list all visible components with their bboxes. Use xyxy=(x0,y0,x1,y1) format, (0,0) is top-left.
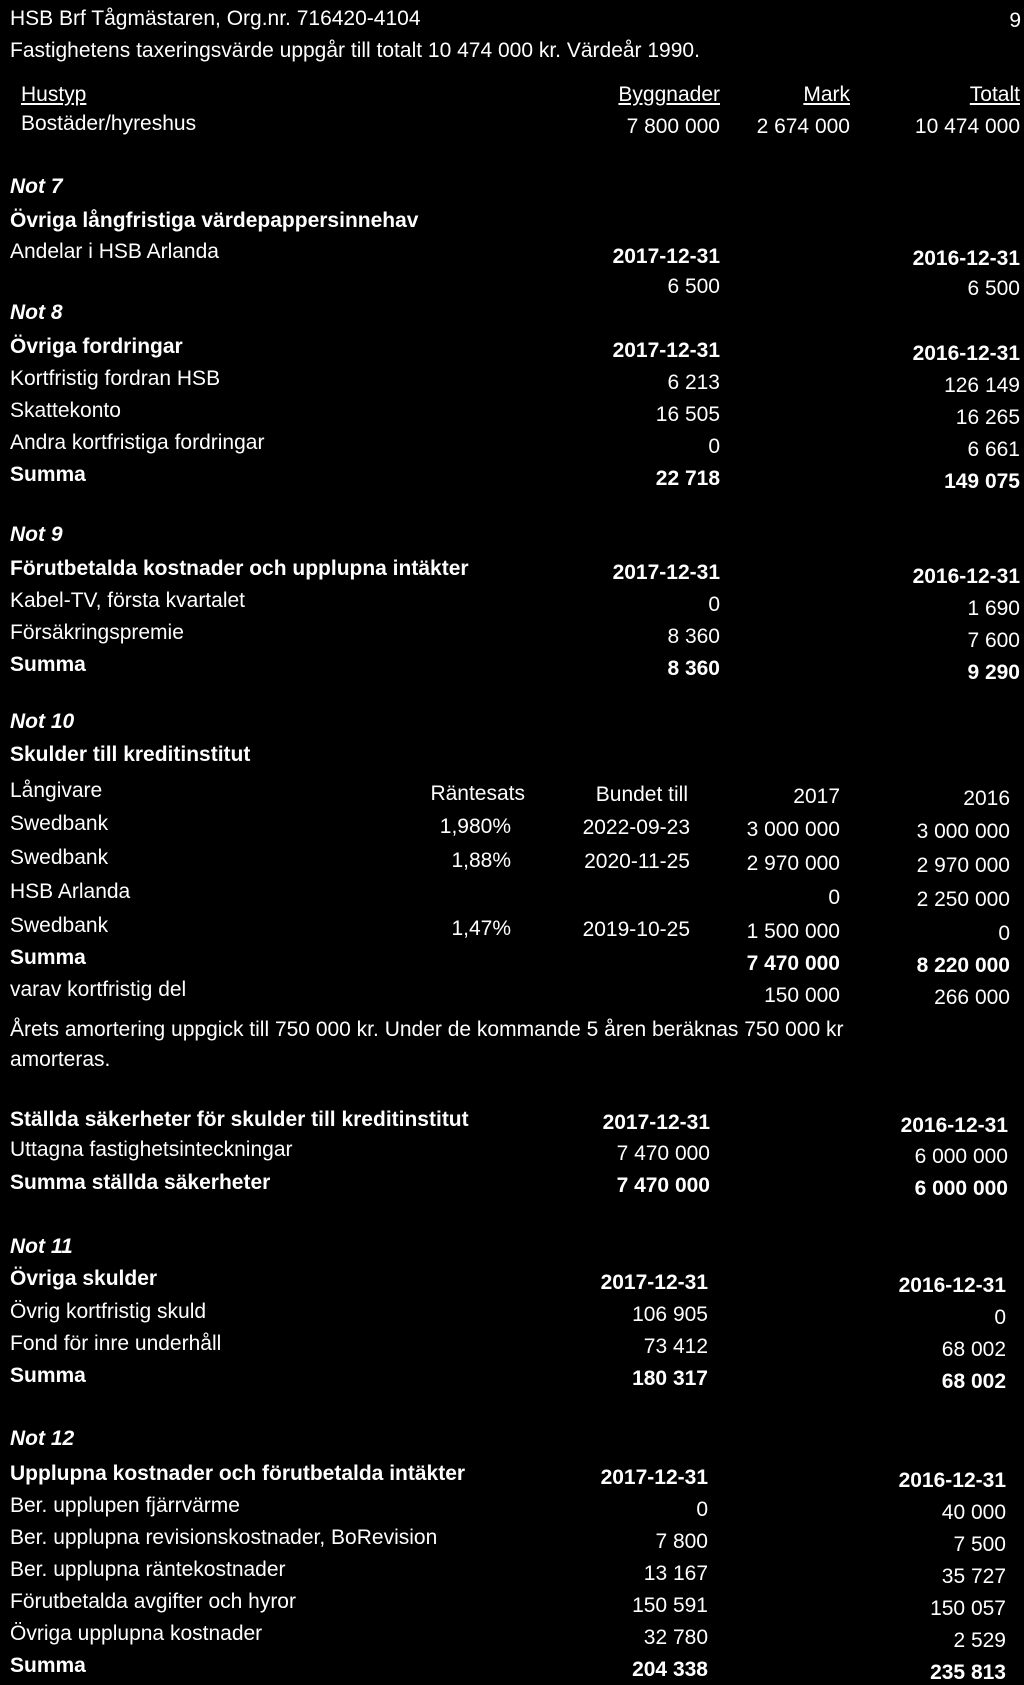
note-7-title: Övriga långfristiga värdepappersinnehav xyxy=(10,209,419,232)
table-cell-2016: 3 000 000 xyxy=(916,820,1010,843)
table-cell-bound: 2022-09-23 xyxy=(582,816,690,839)
note-11-col-2017: 2017-12-31 xyxy=(600,1271,708,1294)
note-12-col-2017: 2017-12-31 xyxy=(600,1466,708,1489)
column-header-2016: 2016 xyxy=(963,787,1010,810)
note-9-sum-label: Summa xyxy=(10,653,86,676)
table-cell-2016: 16 265 xyxy=(955,406,1020,429)
note-10-sum-2017: 7 470 000 xyxy=(746,952,840,975)
table-row-lender: Swedbank xyxy=(10,914,109,937)
note-10-sum-2016: 8 220 000 xyxy=(916,954,1010,977)
pledged-row-label: Uttagna fastighetsinteckningar xyxy=(10,1138,293,1161)
table-row-lender: Swedbank xyxy=(10,812,109,835)
note-8-sum-2016: 149 075 xyxy=(944,470,1020,493)
table-cell-2017: 16 505 xyxy=(655,403,720,426)
column-header-byggnader: Byggnader xyxy=(618,83,720,106)
organization-name: HSB Brf Tågmästaren, Org.nr. 716420-4104 xyxy=(10,7,421,30)
note-10-heading: Not 10 xyxy=(10,710,75,733)
note-8-col-2017: 2017-12-31 xyxy=(612,339,720,362)
table-cell-rate: 1,980% xyxy=(439,815,511,838)
pledged-row-2016: 6 000 000 xyxy=(914,1145,1008,1168)
note-10-short-term-2017: 150 000 xyxy=(764,984,840,1007)
table-cell-2017: 13 167 xyxy=(643,1562,708,1585)
table-cell-bound: 2020-11-25 xyxy=(584,850,690,873)
table-cell-2016: 2 529 xyxy=(953,1629,1006,1652)
table-row-label: Andra kortfristiga fordringar xyxy=(10,431,265,454)
note-10-short-term-label: varav kortfristig del xyxy=(10,978,187,1001)
table-row-label: Förutbetalda avgifter och hyror xyxy=(10,1590,296,1613)
table-cell-2016: 2 250 000 xyxy=(916,888,1010,911)
table-row-lender: Swedbank xyxy=(10,846,109,869)
table-cell-2017: 7 800 xyxy=(655,1530,708,1553)
table-cell-2016: 40 000 xyxy=(941,1501,1006,1524)
table-row-label: Ber. upplupna revisionskostnader, BoRevision xyxy=(10,1526,438,1549)
note-7-value-2017: 6 500 xyxy=(667,275,720,298)
note-7-col-2017: 2017-12-31 xyxy=(612,245,720,268)
table-cell-2017: 3 000 000 xyxy=(746,818,840,841)
note-7-value-2016: 6 500 xyxy=(967,277,1020,300)
table-cell-2017: 73 412 xyxy=(643,1335,708,1358)
pledged-col-2016: 2016-12-31 xyxy=(900,1114,1008,1137)
note-7-heading: Not 7 xyxy=(10,175,63,198)
table-cell-2016: 0 xyxy=(998,922,1010,945)
table-cell-2016: 7 600 xyxy=(967,629,1020,652)
table-row-label: Ber. upplupen fjärrvärme xyxy=(10,1494,240,1517)
table-row-label: Försäkringspremie xyxy=(10,621,184,644)
note-11-title: Övriga skulder xyxy=(10,1267,158,1290)
taxation-buildings-value: 7 800 000 xyxy=(626,115,720,138)
amortization-text-line-2: amorteras. xyxy=(10,1048,111,1071)
note-9-title: Förutbetalda kostnader och upplupna intäkter xyxy=(10,557,469,580)
amortization-text-line-1: Årets amortering uppgick till 750 000 kr. Under de kommande 5 åren beräknas 750 000 kr xyxy=(10,1018,844,1041)
pledged-securities-title: Ställda säkerheter för skulder till kreditinstitut xyxy=(10,1108,469,1131)
pledged-col-2017: 2017-12-31 xyxy=(602,1111,710,1134)
pledged-row-2017: 7 470 000 xyxy=(616,1142,710,1165)
note-9-col-2017: 2017-12-31 xyxy=(612,561,720,584)
taxation-total-value: 10 474 000 xyxy=(914,115,1020,138)
note-12-sum-2016: 235 813 xyxy=(930,1661,1006,1684)
table-cell-2016: 35 727 xyxy=(941,1565,1006,1588)
table-cell-2017: 1 500 000 xyxy=(746,920,840,943)
note-10-short-term-2016: 266 000 xyxy=(934,986,1010,1009)
note-9-col-2016: 2016-12-31 xyxy=(912,565,1020,588)
table-cell-2016: 126 149 xyxy=(944,374,1020,397)
note-8-title: Övriga fordringar xyxy=(10,335,183,358)
table-row-label: Ber. upplupna räntekostnader xyxy=(10,1558,286,1581)
column-header-bundet-till: Bundet till xyxy=(595,783,688,806)
table-cell-2017: 8 360 xyxy=(667,625,720,648)
column-header-2017: 2017 xyxy=(793,785,840,808)
table-cell-2017: 32 780 xyxy=(643,1626,708,1649)
column-header-rantesats: Räntesats xyxy=(430,782,525,805)
note-12-col-2016: 2016-12-31 xyxy=(898,1469,1006,1492)
pledged-sum-2017: 7 470 000 xyxy=(616,1174,710,1197)
table-cell-2017: 6 213 xyxy=(667,371,720,394)
note-8-col-2016: 2016-12-31 xyxy=(912,342,1020,365)
table-cell-rate: 1,88% xyxy=(451,849,511,872)
note-12-title: Upplupna kostnader och förutbetalda intäkter xyxy=(10,1462,466,1485)
note-11-sum-label: Summa xyxy=(10,1364,86,1387)
table-row-label: Kortfristig fordran HSB xyxy=(10,367,221,390)
note-12-heading: Not 12 xyxy=(10,1427,75,1450)
table-cell-2017: 0 xyxy=(708,435,720,458)
table-row-label: Skattekonto xyxy=(10,399,121,422)
table-row-label: Kabel-TV, första kvartalet xyxy=(10,589,245,612)
table-cell-2016: 2 970 000 xyxy=(916,854,1010,877)
column-header-hustyp: Hustyp xyxy=(21,83,87,106)
tax-value-text: Fastighetens taxeringsvärde uppgår till totalt 10 474 000 kr. Värdeår 1990. xyxy=(10,39,700,62)
note-12-sum-label: Summa xyxy=(10,1654,86,1677)
pledged-sum-2016: 6 000 000 xyxy=(914,1177,1008,1200)
taxation-land-value: 2 674 000 xyxy=(756,115,850,138)
note-11-sum-2016: 68 002 xyxy=(941,1370,1006,1393)
note-11-col-2016: 2016-12-31 xyxy=(898,1274,1006,1297)
table-cell-2017: 0 xyxy=(708,593,720,616)
table-cell-rate: 1,47% xyxy=(451,917,511,940)
taxation-row-label: Bostäder/hyreshus xyxy=(21,112,197,135)
note-9-sum-2017: 8 360 xyxy=(667,657,720,680)
note-8-sum-2017: 22 718 xyxy=(655,467,720,490)
note-7-row-label: Andelar i HSB Arlanda xyxy=(10,240,219,263)
column-header-totalt: Totalt xyxy=(969,83,1020,106)
table-cell-2016: 6 661 xyxy=(967,438,1020,461)
table-cell-2016: 7 500 xyxy=(953,1533,1006,1556)
column-header-langivare: Långivare xyxy=(10,779,103,802)
table-cell-2016: 150 057 xyxy=(930,1597,1006,1620)
note-10-title: Skulder till kreditinstitut xyxy=(10,743,251,766)
note-10-sum-label: Summa xyxy=(10,946,86,969)
note-9-sum-2016: 9 290 xyxy=(967,661,1020,684)
table-row-label: Övriga upplupna kostnader xyxy=(10,1622,263,1645)
table-cell-2017: 106 905 xyxy=(632,1303,708,1326)
table-row-label: Övrig kortfristig skuld xyxy=(10,1300,207,1323)
table-cell-2017: 0 xyxy=(828,886,840,909)
column-header-mark: Mark xyxy=(803,83,850,106)
table-cell-2016: 0 xyxy=(994,1306,1006,1329)
table-cell-2017: 2 970 000 xyxy=(746,852,840,875)
table-row-lender: HSB Arlanda xyxy=(10,880,131,903)
table-cell-bound: 2019-10-25 xyxy=(582,918,690,941)
page-number: 9 xyxy=(1009,9,1021,32)
table-cell-2016: 68 002 xyxy=(941,1338,1006,1361)
table-cell-2017: 150 591 xyxy=(632,1594,708,1617)
note-11-heading: Not 11 xyxy=(10,1235,73,1258)
note-11-sum-2017: 180 317 xyxy=(632,1367,708,1390)
pledged-sum-label: Summa ställda säkerheter xyxy=(10,1171,271,1194)
table-cell-2017: 0 xyxy=(696,1498,708,1521)
note-8-sum-label: Summa xyxy=(10,463,86,486)
note-7-col-2016: 2016-12-31 xyxy=(912,247,1020,270)
note-9-heading: Not 9 xyxy=(10,523,63,546)
note-12-sum-2017: 204 338 xyxy=(632,1658,708,1681)
table-row-label: Fond för inre underhåll xyxy=(10,1332,222,1355)
note-8-heading: Not 8 xyxy=(10,301,63,324)
table-cell-2016: 1 690 xyxy=(967,597,1020,620)
